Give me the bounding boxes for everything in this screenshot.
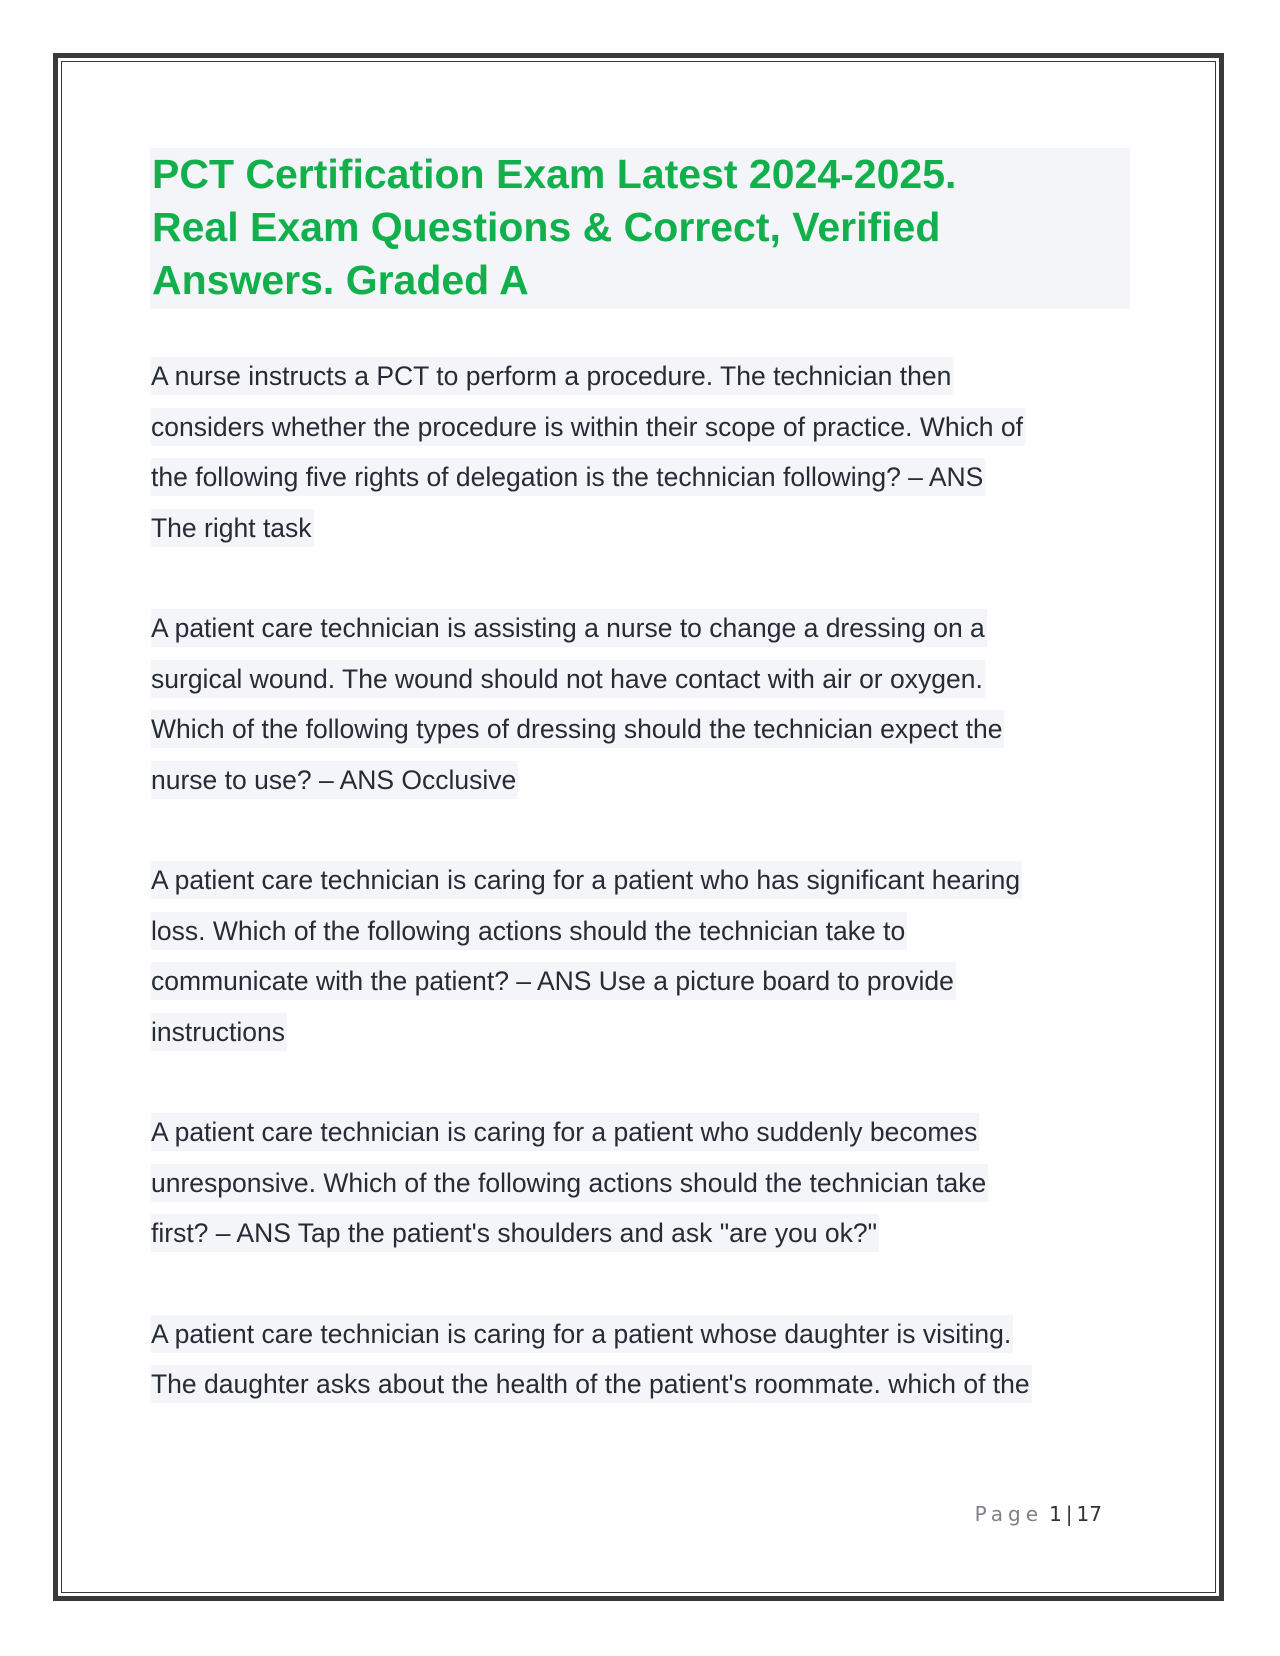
page-separator: | (1065, 1502, 1073, 1526)
question-text-line: A patient care technician is assisting a nurse to change a dressing on a (151, 609, 987, 647)
question-text-line: communicate with the patient? – ANS Use a picture board to provide (151, 962, 956, 1000)
question-text-line: instructions (151, 1013, 287, 1051)
question-list (151, 351, 1151, 1460)
current-page-number: 1 (1049, 1502, 1062, 1526)
title-line: Answers. Graded A (152, 257, 529, 303)
question-text-line: first? – ANS Tap the patient's shoulders and ask "are you ok?" (151, 1214, 879, 1252)
document-title (150, 148, 1130, 309)
question-text-line: A patient care technician is caring for a patient whose daughter is visiting. (151, 1315, 1013, 1353)
title-line: Real Exam Questions & Correct, Verified (152, 204, 941, 250)
question-item (151, 1309, 1151, 1410)
question-text-line: The daughter asks about the health of the patient's roommate. which of the (151, 1365, 1032, 1403)
title-line: PCT Certification Exam Latest 2024-2025. (152, 151, 957, 197)
total-pages: 17 (1076, 1502, 1102, 1526)
page-footer (975, 1502, 1102, 1526)
question-text-line: loss. Which of the following actions should the technician take to (151, 912, 907, 950)
question-text-line: A nurse instructs a PCT to perform a procedure. The technician then (151, 357, 953, 395)
question-text-line: Which of the following types of dressing should the technician expect the (151, 710, 1004, 748)
question-text-line: The right task (151, 509, 314, 547)
question-item (151, 1107, 1151, 1259)
question-item (151, 351, 1151, 553)
question-item (151, 855, 1151, 1057)
question-text-line: unresponsive. Which of the following actions should the technician take (151, 1164, 988, 1202)
question-text-line: A patient care technician is caring for a patient who has significant hearing (151, 861, 1022, 899)
question-text-line: the following five rights of delegation is the technician following? – ANS (151, 458, 985, 496)
question-text-line: nurse to use? – ANS Occlusive (151, 761, 518, 799)
page-label: Page (974, 1502, 1044, 1526)
question-text-line: A patient care technician is caring for a patient who suddenly becomes (151, 1113, 979, 1151)
question-text-line: considers whether the procedure is within their scope of practice. Which of (151, 408, 1025, 446)
question-item (151, 603, 1151, 805)
question-text-line: surgical wound. The wound should not have contact with air or oxygen. (151, 660, 985, 698)
